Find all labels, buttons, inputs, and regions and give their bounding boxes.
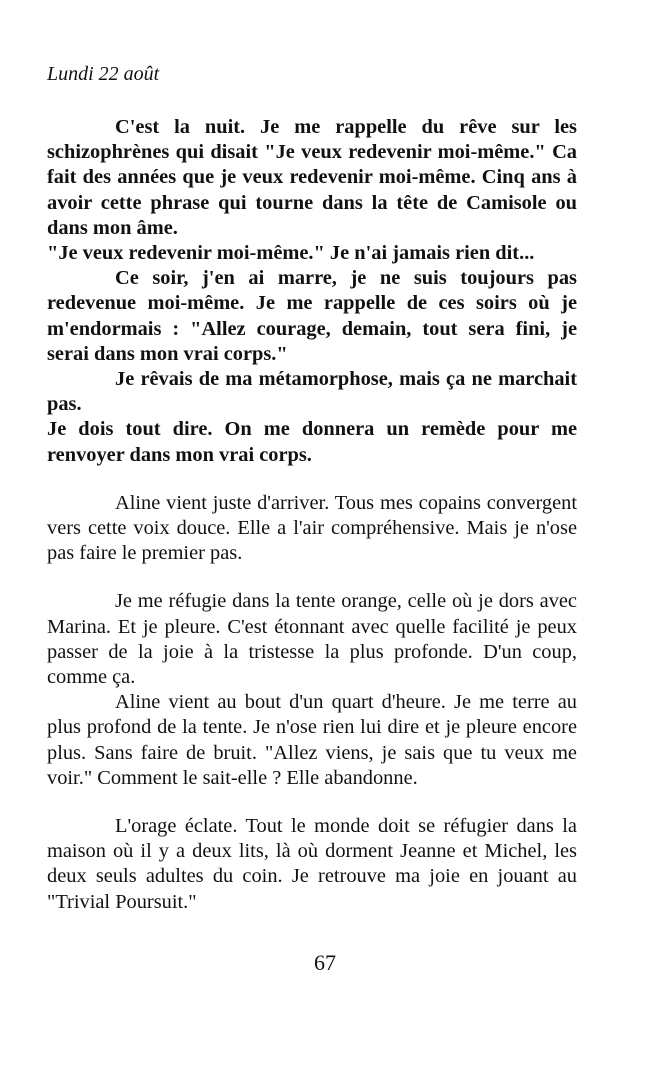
page-number: 67 [314,950,336,975]
paragraph-9: L'orage éclate. Tout le monde doit se réfugier dans la maison où il y a deux lits, là où dorment Jeanne et Michel, les deux seuls adultes du coin. Je retrouve ma joie en jouant au "Trivial Poursuit." [47,815,577,913]
paragraph-1: C'est la nuit. Je me rappelle du rêve sur les schizophrènes qui disait "Je veux redevenir moi-même." Ca fait des années que je veux redevenir moi-même. Cinq ans à avoir cette phrase qui tourne dans la tête de Camisole ou dans mon âme. [47,116,577,239]
paragraph-4: Je rêvais de ma métamorphose, mais ça ne marchait pas. [47,368,577,416]
paragraph-5: Je dois tout dire. On me donnera un remède pour me renvoyer dans mon vrai corps. [47,418,577,466]
page-body [47,115,577,915]
paragraph-2: "Je veux redevenir moi-même." Je n'ai jamais rien dit... [47,242,535,265]
paragraph-7: Je me réfugie dans la tente orange, celle où je dors avec Marina. Et je pleure. C'est étonnant avec quelle facilité je peux passer de la joie à la tristesse la plus profonde. D'un coup, comme ça. [47,590,577,689]
paragraph-3: Ce soir, j'en ai marre, je ne suis toujours pas redevenue moi-même. Je me rappelle de ces soirs où je m'endormais : "Allez courage, demain, tout sera fini, je serai dans mon vrai corps." [47,267,577,365]
paragraph-6: Aline vient juste d'arriver. Tous mes copains convergent vers cette voix douce. Elle a l'air compréhensive. Mais je n'ose pas faire le premier pas. [47,491,577,565]
paragraph-8: Aline vient au bout d'un quart d'heure. Je me terre au plus profond de la tente. Je n'ose rien lui dire et je pleure encore plus. Sans faire de bruit. "Allez viens, je sais que tu veux me voir." Comment le sait-elle ? Elle abandonne. [47,691,577,789]
entry-date: Lundi 22 août [47,63,160,85]
